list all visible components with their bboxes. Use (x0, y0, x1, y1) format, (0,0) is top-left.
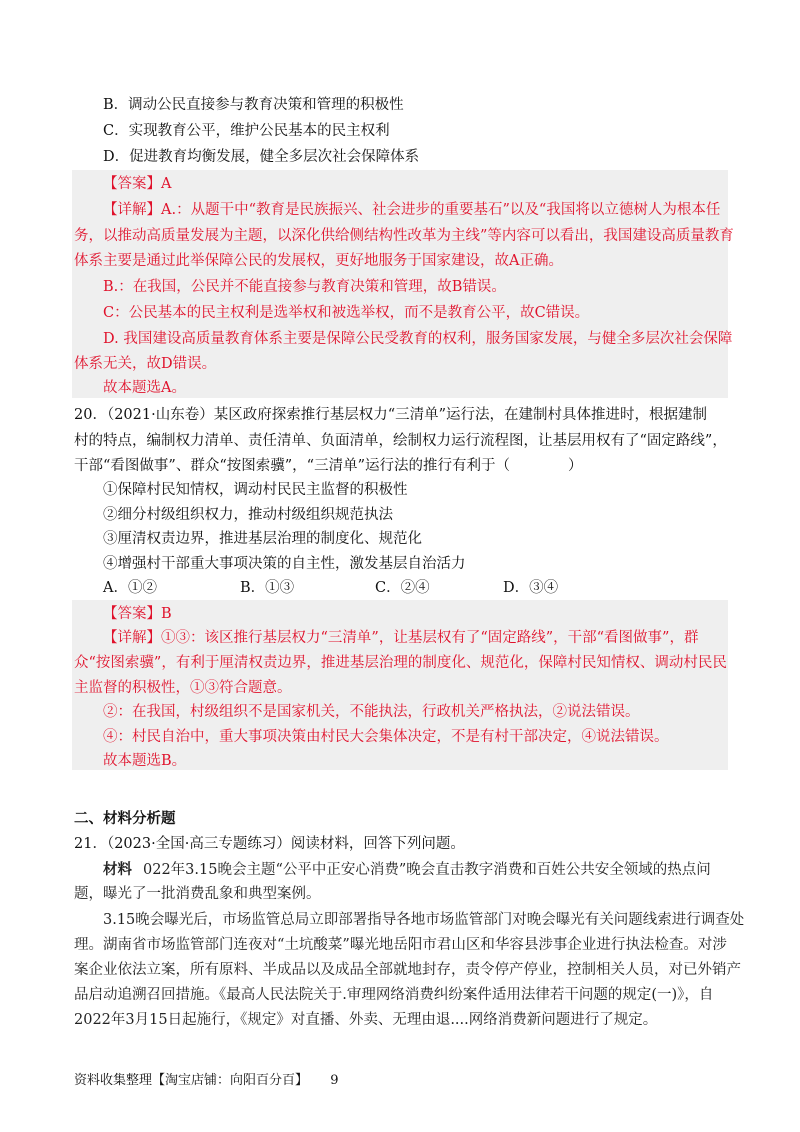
q21-para2-line-5: 2022年3月15日起施行，《规定》对直播、外卖、无理由退....网络消费新问题进行了规定。 (74, 1012, 658, 1028)
q20-choice-b: B．①③ (240, 580, 295, 596)
q20-choice-a: A．①② (103, 580, 157, 596)
q21-para2-line-2: 理。湖南省市场监管部门连夜对“土坑酸菜”曝光地岳阳市君山区和华容县涉事企业进行执法检查。对涉 (74, 937, 727, 953)
q20-item-3: ③厘清权责边界，推进基层治理的制度化、规范化 (103, 531, 422, 547)
footer-source: 资料收集整理【淘宝店铺：向阳百分百】 (74, 1073, 309, 1088)
q20-detail-line-2: 众“按图索骥”，有利于厘清权责边界，推进基层治理的制度化、规范化，保障村民知情权、调动村民民 (74, 655, 727, 671)
q19-detail-b: B.：在我国，公民并不能直接参与教育决策和管理，故B错误。 (103, 279, 506, 295)
q21-material-label: 材料 (103, 861, 132, 878)
q20-item-4: ④增强村干部重大事项决策的自主性，激发基层自治活力 (103, 556, 466, 572)
q21-material-line-1: 022年3.15晚会主题“公平中正安心消费”晚会直击教字消费和百姓公共安全领域的热点问 (143, 862, 711, 878)
q20-detail-item-2: ②：在我国，村级组织不是国家机关，不能执法，行政机关严格执法，②说法错误。 (103, 704, 640, 720)
q21-para2-line-1: 3.15晚会曝光后，市场监管总局立即部署指导各地市场监管部门对晚会曝光有关问题线索进行调查处 (103, 912, 745, 928)
q21-material-line-2: 题，曝光了一批消费乱象和典型案例。 (74, 886, 321, 902)
q19-option-b: B．调动公民直接参与教育决策和管理的积极性 (103, 97, 404, 113)
page-number: 9 (330, 1073, 339, 1088)
q20-detail-line-3: 主监督的积极性，①③符合题意。 (74, 680, 292, 696)
q19-detail-d-line-2: 体系无关，故D错误。 (74, 356, 217, 372)
q19-detail-c: C：公民基本的民主权利是选举权和被选举权，而不是教育公平，故C错误。 (103, 305, 590, 321)
q20-choice-c: C．②④ (375, 580, 430, 596)
q20-choice-d: D．③④ (503, 580, 559, 596)
q20-stem-line-3: 干部“看图做事”、群众“按图索骥”，“三清单”运行法的推行有利于（ ） (74, 458, 583, 474)
q19-option-d: D．促进教育均衡发展，健全多层次社会保障体系 (103, 149, 420, 165)
q19-answer: 【答案】A (103, 176, 172, 192)
q20-conclusion: 故本题选B。 (103, 753, 187, 769)
q20-item-2: ②细分村级组织权力，推动村级组织规范执法 (103, 507, 393, 523)
page-footer (74, 1072, 339, 1090)
q20-detail-item-4: ④：村民自治中，重大事项决策由村民大会集体决定，不是有村干部决定，④说法错误。 (103, 729, 669, 745)
q21-para2-line-4: 品启动追溯召回措施。《最高人民法院关于.审理网络消费纠纷案件适用法律若干问题的规定(一)》，自 (74, 987, 714, 1003)
q19-detail-line-1: 【详解】A.：从题干中“教育是民族振兴、社会进步的重要基石”以及“我国将以立德树人为根本任 (103, 202, 721, 218)
q20-item-1: ①保障村民知情权，调动村民民主监督的积极性 (103, 482, 408, 498)
section-title: 二、材料分析题 (74, 810, 176, 827)
q21-para2-line-3: 案企业依法立案，所有原料、半成品以及成品全部就地封存，责令停产停业，控制相关人员，对已外销产 (74, 962, 741, 978)
q20-stem-line-1: 20．（2021·山东卷）某区政府探索推行基层权力“三清单”运行法，在建制村具体推进时，根据建制 (74, 407, 708, 423)
q19-option-c: C．实现教育公平，维护公民基本的民主权利 (103, 123, 390, 139)
q19-detail-line-3: 体系主要是通过此举保障公民的发展权，更好地服务于国家建设，故A正确。 (74, 253, 563, 269)
q19-detail-line-2: 务，以推动高质量发展为主题，以深化供给侧结构性改革为主线”等内容可以看出，我国建设高质量教育 (74, 228, 734, 244)
q19-conclusion: 故本题选A。 (103, 380, 186, 396)
q20-answer: 【答案】B (103, 606, 172, 622)
q21-stem: 21．（2023·全国·高三专题练习）阅读材料，回答下列问题。 (74, 836, 465, 852)
q20-detail-line-1: 【详解】①③：该区推行基层权力“三清单”，让基层权有了“固定路线”，干部“看图做事”，群 (103, 630, 699, 646)
q19-detail-d-line-1: D. 我国建设高质量教育体系主要是保障公民受教育的权利，服务国家发展，与健全多层次社会保障 (103, 331, 733, 347)
q20-stem-line-2: 村的特点，编制权力清单、责任清单、负面清单，绘制权力运行流程图，让基层用权有了“固定路线”， (74, 433, 727, 449)
